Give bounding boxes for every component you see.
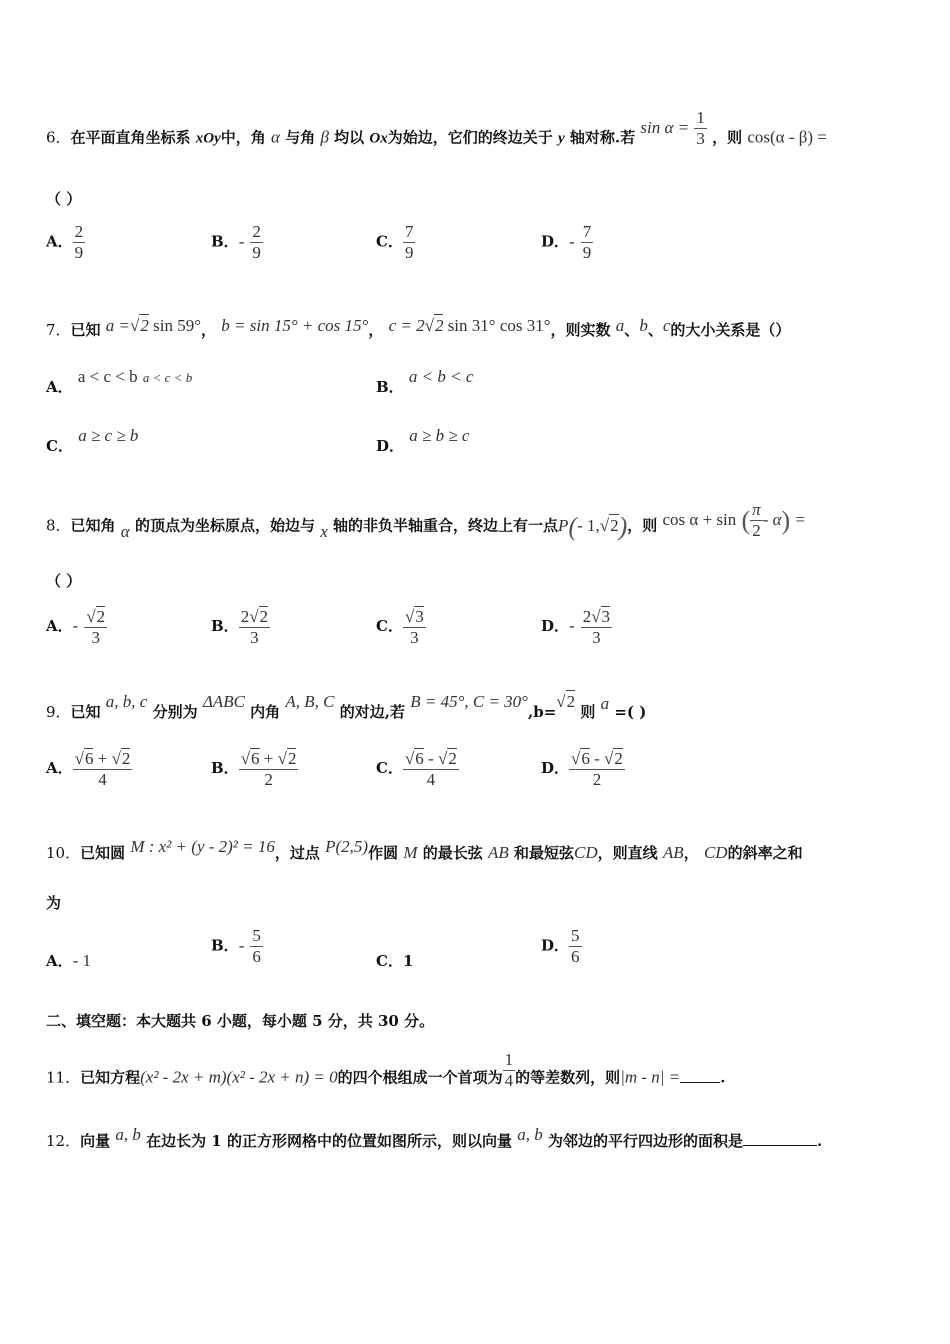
question-number: 7． (46, 321, 71, 339)
math-sin-alpha: sin α = (640, 117, 690, 137)
denominator: 2 (592, 770, 602, 789)
fraction (84, 606, 107, 648)
operator: + (97, 749, 108, 768)
denominator: 9 (252, 243, 261, 262)
text: 和最短弦 (514, 844, 575, 862)
fraction (73, 748, 133, 790)
period: . (720, 1068, 726, 1087)
text: ，则 (627, 516, 658, 535)
option-label: D． (376, 437, 405, 455)
math-text: cos α + sin (662, 509, 737, 529)
left-paren: ( (741, 505, 751, 535)
math-text: c = 2 (388, 316, 425, 335)
denominator: 9 (74, 243, 84, 262)
question-7 (46, 318, 910, 341)
math-a: a (615, 316, 625, 335)
math-triangle: ΔABC (202, 692, 245, 711)
fraction (73, 222, 86, 263)
numerator: √6 - √2 (404, 749, 457, 768)
radicand: 2 (614, 749, 623, 768)
minus-sign: - (569, 231, 575, 251)
q10-option-b[interactable] (211, 926, 263, 967)
math-cos-expr: cos(α - β) = (747, 127, 827, 147)
q8-answer-paren: （ ） (46, 572, 82, 590)
text: 则 (580, 703, 596, 721)
question-number: 11． (46, 1068, 81, 1087)
option-text: 1 (402, 952, 414, 970)
q9-option-d[interactable] (541, 748, 625, 790)
text: ，则直线 (597, 844, 658, 862)
text: ,b= (527, 703, 557, 721)
math-b-value: √2 (556, 692, 576, 711)
q8-option-b[interactable] (211, 606, 270, 648)
question-12 (46, 1125, 910, 1152)
numerator: √3 (404, 607, 424, 626)
math-sides: a, b, c (105, 692, 148, 711)
question-11 (46, 1050, 910, 1099)
option-label: D． (541, 232, 570, 251)
question-10 (46, 837, 910, 864)
option-label: A． (46, 232, 73, 251)
radicand: 6 (415, 749, 424, 768)
text: 轴的非负半轴重合，终边上有一点 (333, 516, 559, 535)
math-xoy: xOy (195, 130, 221, 147)
text: 已知角 (70, 516, 116, 535)
fraction (581, 606, 612, 648)
question-number: 10． (46, 844, 81, 862)
question-9 (46, 692, 910, 723)
q10-continuation: 为 (46, 894, 62, 912)
math-circle: M : x² + (y - 2)² = 16 (130, 837, 275, 856)
radicand: 2 (96, 607, 106, 626)
option-label: B． (376, 378, 404, 396)
math-text: sin 59° (153, 316, 202, 335)
text: 与角 (285, 128, 316, 147)
denominator: 3 (696, 129, 705, 148)
comma: ， (683, 844, 699, 862)
coefficient: 2 (582, 607, 592, 626)
text: 在平面直角坐标系 (70, 128, 191, 147)
math-text: - 1, (577, 515, 600, 535)
math-point: P(2,5) (325, 837, 369, 856)
option-label: D． (541, 617, 570, 635)
q8-option-d[interactable] (541, 606, 612, 648)
option-label: D． (541, 936, 570, 955)
math-text: P (558, 515, 569, 535)
math-c-def: c = 2√2 sin 31° cos 31° (388, 316, 551, 335)
numerator: 2 (252, 222, 261, 241)
denominator: 6 (252, 947, 261, 966)
text: 的对边,若 (339, 703, 405, 721)
text: 的斜率之和 (727, 844, 803, 862)
denominator: 2 (752, 521, 761, 540)
math-c: c (662, 316, 671, 335)
option-label: C． (376, 617, 403, 635)
option-label: D． (541, 759, 570, 777)
q7-option-a[interactable] (46, 366, 193, 396)
q7-option-d[interactable] (376, 425, 470, 455)
numerator: √6 + √2 (240, 749, 297, 768)
math-a: a (600, 694, 610, 713)
math-text: sin 31° cos 31° (447, 316, 551, 335)
denominator: 3 (592, 628, 601, 647)
q9-option-b[interactable] (211, 748, 298, 790)
operator: - (428, 749, 434, 768)
q8-option-a[interactable] (46, 606, 107, 648)
radicand: 2 (434, 316, 444, 335)
section-heading: 二、填空题：本大题共 6 小题，每小题 5 分，共 30 分。 (46, 1012, 435, 1030)
numerator: 7 (582, 222, 592, 241)
fraction (250, 926, 263, 967)
option-label: A． (46, 952, 73, 970)
math-angles: A, B, C (285, 692, 335, 711)
fraction (403, 222, 416, 263)
fraction (569, 748, 625, 790)
radicand: 6 (84, 749, 94, 768)
text: =( ) (614, 703, 647, 721)
denominator: 9 (404, 243, 414, 262)
q8-option-c[interactable] (376, 606, 426, 648)
text: 为始边，它们的终边关于 (387, 128, 553, 147)
math-equation: (x² - 2x + m)(x² - 2x + n) = 0 (140, 1067, 338, 1087)
question-number: 12． (46, 1132, 81, 1150)
q7-option-b[interactable] (376, 366, 474, 396)
question-number: 6． (46, 128, 71, 147)
text: 分别为 (152, 703, 198, 721)
equals-sign: = (795, 509, 806, 529)
math-a-def: a =√2 sin 59° (105, 316, 202, 335)
math-alpha: α (271, 127, 280, 147)
math-alpha: α (120, 521, 130, 541)
math-beta: β (320, 127, 329, 147)
comma: ， (368, 321, 384, 339)
radicand: 3 (415, 607, 424, 626)
numerator: 5 (571, 926, 580, 945)
radicand: 6 (251, 749, 260, 768)
answer-blank[interactable] (743, 1145, 817, 1146)
numerator: 5 (252, 926, 261, 945)
minus-sign: - (238, 231, 245, 251)
math-cd: CD (703, 843, 728, 862)
math-cd: CD (574, 843, 598, 862)
math-text: a = (105, 316, 131, 335)
numerator: 2 (74, 222, 84, 241)
option-label: A． (46, 759, 73, 777)
numerator: √6 + √2 (74, 749, 131, 768)
math-ox: Ox (369, 130, 388, 147)
option-label: B． (211, 936, 239, 955)
denominator: 9 (582, 243, 592, 262)
denominator: 2 (264, 770, 273, 789)
text: ，则实数 (550, 321, 611, 339)
math-text: - α (762, 509, 782, 529)
fraction (403, 606, 426, 648)
comma: ， (201, 321, 217, 339)
option-label: B． (211, 617, 239, 635)
text: 为邻边的平行四边形的面积是 (547, 1132, 743, 1150)
operator: + (263, 749, 274, 768)
radicand: 2 (566, 692, 576, 711)
denominator: 4 (426, 770, 436, 789)
denominator: 3 (250, 628, 259, 647)
radicand: 2 (140, 316, 149, 335)
numerator: 1 (504, 1050, 514, 1069)
numerator: √2 (86, 607, 106, 626)
math-y: y (558, 130, 565, 147)
radicand: 2 (259, 607, 269, 626)
question-6 (46, 108, 910, 159)
math-b: b (639, 316, 648, 335)
text: 已知圆 (80, 844, 126, 862)
numerator: 7 (404, 222, 414, 241)
fraction (250, 222, 263, 263)
denominator: 3 (91, 628, 100, 647)
fraction (403, 748, 459, 790)
fraction-one-third (694, 108, 707, 149)
text: ，过点 (274, 844, 320, 862)
option-text: a ≥ c ≥ b (78, 426, 139, 445)
q10-option-a[interactable] (46, 950, 91, 971)
option-label: A． (46, 617, 73, 635)
minus-sign: - (72, 616, 79, 635)
numerator: √6 - √2 (571, 749, 623, 768)
option-label: B． (211, 232, 239, 251)
option-text: a < b < c (408, 367, 474, 386)
denominator: 4 (98, 770, 107, 789)
q7-option-c[interactable] (46, 425, 139, 455)
text: 内角 (250, 703, 281, 721)
denominator: 3 (410, 628, 419, 647)
option-label: A． (46, 378, 73, 396)
option-text: a < c < b (77, 367, 138, 386)
option-text: a ≥ b ≥ c (409, 426, 470, 445)
q6-option-b[interactable] (211, 222, 263, 263)
math-x: x (320, 521, 328, 541)
text: 均以 (334, 128, 365, 147)
radicand: 2 (610, 515, 619, 535)
option-label: C． (376, 759, 403, 777)
radicand: 2 (287, 749, 297, 768)
q9-option-a[interactable] (46, 748, 132, 790)
q10-option-c[interactable] (376, 950, 413, 971)
question-number: 9． (46, 703, 71, 721)
minus-sign: - (238, 935, 245, 955)
numerator: π (752, 500, 761, 519)
math-ab: AB (662, 843, 684, 862)
text: 向量 (80, 1132, 111, 1150)
fraction (581, 222, 594, 263)
fraction (569, 926, 582, 967)
math-abs-expr: |m - n| = (620, 1067, 681, 1087)
coefficient: 2 (240, 607, 250, 626)
denominator: 4 (504, 1071, 514, 1090)
minus-sign: - (569, 616, 575, 635)
text: 的四个根组成一个首项为 (337, 1068, 503, 1087)
fraction-pi-over-2 (750, 500, 763, 541)
text: 在边长为 1 的正方形网格中的位置如图所示，则以向量 (146, 1132, 512, 1150)
option-label: C． (46, 437, 73, 455)
text: 的最长弦 (422, 844, 483, 862)
radicand: 2 (448, 749, 457, 768)
math-vectors: a, b (517, 1125, 543, 1144)
radicand: 6 (581, 749, 590, 768)
text: 的大小关系是（） (670, 321, 791, 339)
answer-blank[interactable] (680, 1082, 720, 1083)
text: 中，角 (220, 128, 266, 147)
numerator: 2√3 (582, 607, 611, 626)
q6-option-c[interactable] (376, 222, 415, 263)
q6-option-d[interactable] (541, 222, 593, 263)
question-8 (46, 500, 910, 547)
operator: - (594, 749, 600, 768)
option-label: C． (376, 952, 403, 970)
q9-option-c[interactable] (376, 748, 459, 790)
numerator: 2√2 (240, 607, 269, 626)
option-text-small: a < c < b (142, 370, 193, 385)
math-b-def: b = sin 15° + cos 15° (221, 316, 369, 335)
option-label: C． (376, 232, 403, 251)
numerator: 1 (696, 108, 705, 127)
math-m: M (403, 843, 418, 862)
radicand: 2 (121, 749, 131, 768)
math-point: P(- 1,√2) (558, 511, 628, 541)
q6-answer-paren: （ ） (46, 190, 82, 208)
denominator: 6 (571, 947, 580, 966)
text: 已知方程 (80, 1068, 141, 1087)
text: 已知 (70, 321, 101, 339)
option-text: - 1 (72, 951, 92, 970)
separator: 、 (647, 321, 663, 339)
text: 轴对称.若 (569, 128, 636, 147)
text: 的等差数列，则 (515, 1068, 621, 1087)
q6-option-a[interactable] (46, 222, 85, 263)
separator: 、 (624, 321, 640, 339)
math-condition: B = 45°, C = 30° (410, 692, 528, 711)
text: 已知 (70, 703, 101, 721)
option-label: B． (211, 759, 239, 777)
text: ，则 (712, 128, 743, 147)
text: 作圆 (368, 844, 399, 862)
math-vectors: a, b (115, 1125, 141, 1144)
period: . (816, 1132, 823, 1150)
question-number: 8． (46, 516, 71, 535)
fraction (239, 748, 299, 790)
text: 的顶点为坐标原点，始边与 (134, 516, 315, 535)
right-paren: ) (781, 505, 791, 535)
math-ab: AB (488, 843, 509, 862)
fraction-one-quarter (503, 1050, 516, 1091)
radicand: 3 (601, 607, 611, 626)
q10-option-d[interactable] (541, 926, 582, 967)
fraction (239, 606, 270, 648)
